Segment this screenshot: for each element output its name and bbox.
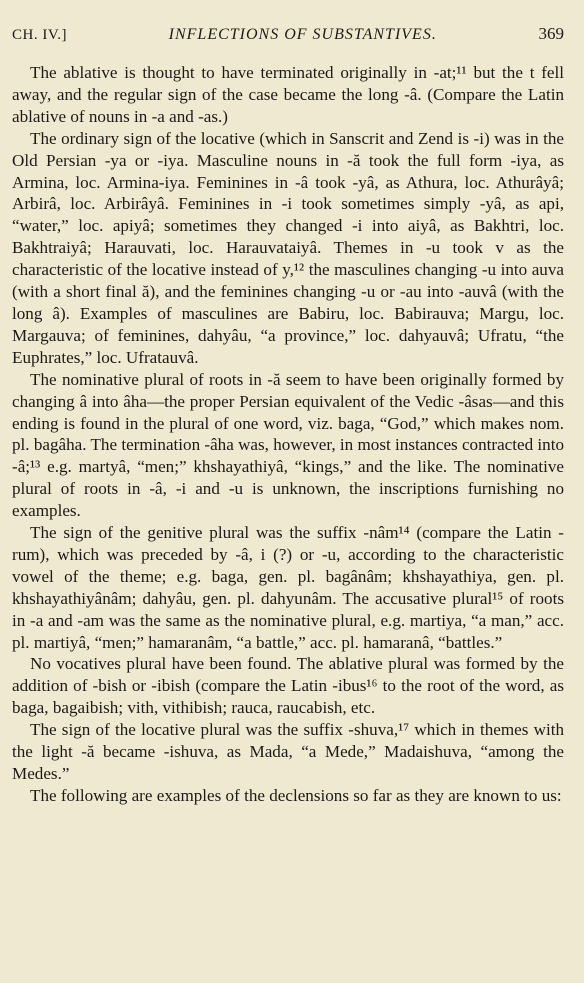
paragraph-nominative-plural: The nominative plural of roots in -ă seem to have been originally formed by changing â into âha—the proper Persian equivalent of the Vedic -âsas—and this ending is found in the plural of one word, viz. baga, “God,” which makes nom. pl. bagâha. The termination -âha was, however, in most instances contracted into -â;¹³ e.g. martyâ, “men;” khshayathiyâ, “kings,” and the like. The nominative plural of roots in -â, -i and -u is unknown, the inscriptions furnishing no examples. <box>12 369 564 521</box>
paragraph-ablative-plural: No vocatives plural have been found. The ablative plural was formed by the addition of -bish or -ibish (compare the Latin -ibus¹⁶ to the root of the word, as baga, bagaibish; vith, vithibish; rauca, raucabish, etc. <box>12 654 564 718</box>
page-body <box>12 62 564 807</box>
chapter-marker: CH. IV.] <box>12 27 67 43</box>
running-header <box>12 24 564 44</box>
running-title: INFLECTIONS OF SUBSTANTIVES. <box>168 26 437 43</box>
paragraph-declension-intro: The following are examples of the declensions so far as they are known to us: <box>30 785 562 805</box>
paragraph-genitive-plural: The sign of the genitive plural was the suffix -nâm¹⁴ (compare the Latin -rum), which was preceded by -â, i (?) or -u, according to the characteristic vowel of the theme; e.g. baga, gen. pl. bagânâm; khshayathiya, gen. pl. khshayathiyânâm; dahyâu, gen. pl. dahyunâm. The accusative plural¹⁵ of roots in -a and -am was the same as the nominative plural, e.g. martiya, “a man,” acc. pl. martiyâ, “men;” hamaranâm, “a battle,” acc. pl. hamaranâ, “battles.” <box>12 523 564 652</box>
paragraph-locative-plural: The sign of the locative plural was the suffix -shuva,¹⁷ which in themes with the light -ă became -ishuva, as Mada, “a Mede,” Madaishuva, “among the Medes.” <box>12 720 564 783</box>
paragraph-ablative: The ablative is thought to have terminated originally in -at;¹¹ but the t fell away, and the regular sign of the case became the long -â. (Compare the Latin ablative of nouns in -a and -as.) <box>12 63 564 126</box>
paragraph-locative: The ordinary sign of the locative (which in Sanscrit and Zend is -i) was in the Old Persian -ya or -iya. Masculine nouns in -ă took the full form -iya, as Armina, loc. Armina-iya. Feminines in -â took -yâ, as Athura, loc. Athurâyâ; Arbirâ, loc. Arbirâyâ. Feminines in -i took sometimes simply -yâ, as api, “water,” loc. apiyâ; sometimes they changed -i into aiyâ, as Bakhtri, loc. Bakhtraiyâ; Harauvati, loc. Harauvataiyâ. Themes in -u took v as the characteristic of the locative instead of y,¹² the masculines changing -u into auva (with a short final ă), and the feminines changing -u or -au into -auvâ (with the long â). Examples of masculines are Babiru, loc. Babirauva; Margu, loc. Margauva; of feminines, dahyâu, “a province,” loc. dahyauvâ; Ufratu, “the Euphrates,” loc. Ufratauvâ. <box>12 128 564 367</box>
page-number: 369 <box>538 24 564 43</box>
